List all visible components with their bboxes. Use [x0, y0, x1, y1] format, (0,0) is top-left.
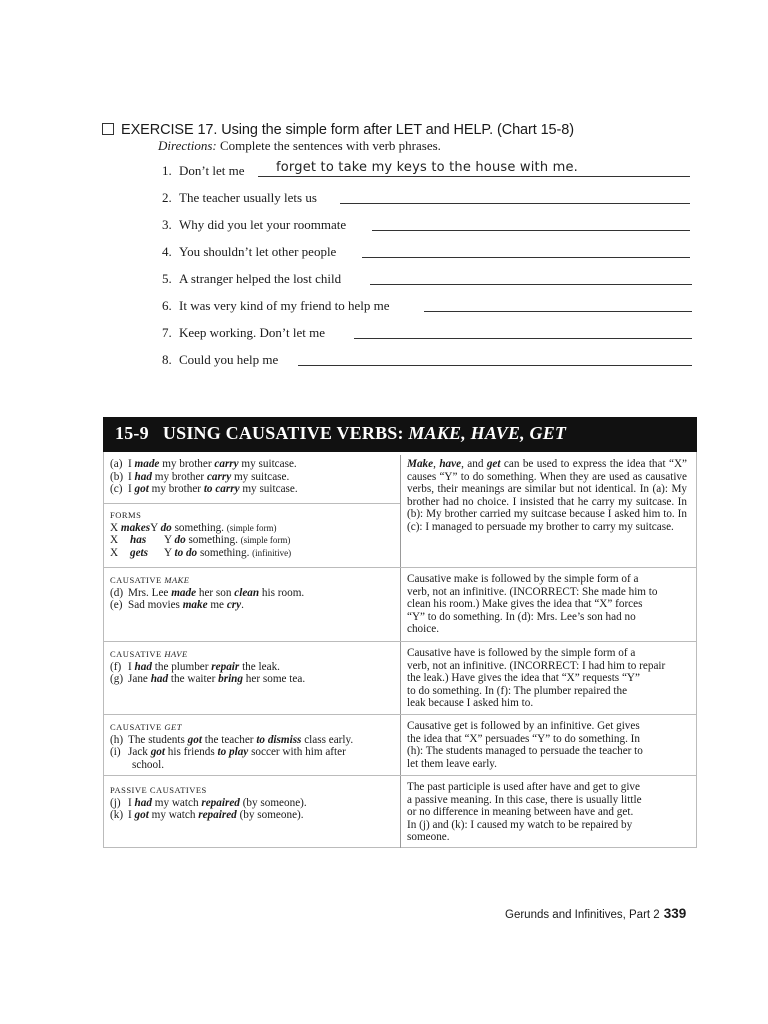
page-footer [505, 906, 686, 921]
page-number: 339 [663, 906, 687, 921]
question-5: 5. A stranger helped the lost child [162, 271, 342, 286]
chart-title-italic: MAKE, HAVE, GET [408, 423, 567, 443]
answer-line-8[interactable] [298, 365, 692, 366]
form-have: X has Y do something. (simple form) [110, 534, 291, 547]
answer-line-3[interactable] [372, 230, 690, 231]
directions [158, 138, 441, 154]
answer-line-7[interactable] [354, 338, 692, 339]
question-4: 4. You shouldn’t let other people [162, 244, 337, 259]
question-2: 2. The teacher usually lets us [162, 190, 317, 205]
example-b: (b) I had my brother carry my suitcase. [110, 470, 290, 483]
section-passive-explanation: The past participle is used after have and get to give a passive meaning. In this case, there is usually little or no difference in meaning between have and get. In (j) and (k): I caused my watch to be repaired by someone. [407, 781, 642, 844]
question-6: 6. It was very kind of my friend to help me [162, 298, 390, 313]
section-get-explanation: Causative get is followed by an infinitive. Get gives the idea that “X” persuades “Y” to do something. In (h): The students managed to persuade the teacher to let them leave early. [407, 720, 643, 770]
row-divider-forms [103, 503, 400, 504]
section-passive-heading: PASSIVE CAUSATIVES [110, 785, 207, 795]
row-divider-have [103, 641, 697, 642]
chart-title-plain: USING CAUSATIVE VERBS: [162, 423, 404, 443]
section-get-heading: CAUSATIVE GET [110, 722, 182, 732]
example-e: (e) Sad movies make me cry. [110, 599, 244, 612]
handwritten-answer-1: forget to take my keys to the house with me. [276, 160, 579, 175]
answer-line-2[interactable] [340, 203, 690, 204]
answer-line-5[interactable] [370, 284, 692, 285]
question-1: 1. Don’t let me [162, 163, 245, 178]
example-k: (k) I got my watch repaired (by someone). [110, 809, 304, 822]
example-i: (i) Jack got his friends to play soccer with him after [110, 746, 346, 759]
exercise-title: EXERCISE 17. Using the simple form after LET and HELP. (Chart 15-8) [121, 122, 574, 138]
row-divider-passive [103, 775, 697, 776]
row-divider-get [103, 714, 697, 715]
answer-line-4[interactable] [362, 257, 690, 258]
checkbox-icon[interactable] [102, 123, 114, 135]
exercise-heading [102, 122, 574, 138]
directions-label: Directions: [158, 138, 217, 153]
forms-heading: FORMS [110, 510, 142, 520]
intro-examples [110, 458, 395, 496]
footer-section: Gerunds and Infinitives, Part 2 [505, 909, 660, 921]
answer-line-6[interactable] [424, 311, 692, 312]
section-make-heading: CAUSATIVE MAKE [110, 575, 190, 585]
question-7: 7. Keep working. Don’t let me [162, 325, 325, 340]
example-c: (c) I got my brother to carry my suitcase. [110, 483, 298, 496]
column-divider [400, 455, 401, 848]
answer-line-1[interactable] [258, 176, 690, 177]
example-f: (f) I had the plumber repair the leak. [110, 660, 280, 673]
section-passive-examples [110, 784, 395, 822]
form-get: X gets Y to do something. (infinitive) [110, 546, 292, 559]
example-g: (g) Jane had the waiter bring her some tea. [110, 673, 306, 686]
row-divider-make [103, 567, 697, 568]
form-make: X makesY do something. (simple form) [110, 521, 277, 534]
example-d: (d) Mrs. Lee made her son clean his room. [110, 586, 305, 599]
section-make-examples [110, 574, 395, 612]
forms-block [110, 509, 395, 559]
question-8: 8. Could you help me [162, 352, 279, 367]
example-i-continued: school. [132, 758, 165, 771]
example-h: (h) The students got the teacher to dismiss class early. [110, 733, 354, 746]
section-get-examples [110, 721, 395, 771]
section-have-explanation: Causative have is followed by the simple form of a verb, not an infinitive. (INCORRECT: I had him to repair the leak.) Have gives the idea that “X” requests “Y” to do something. In (f): The plumber repaired the leak because I asked him to. [407, 647, 666, 710]
question-3: 3. Why did you let your roommate [162, 217, 347, 232]
example-a: (a) I made my brother carry my suitcase. [110, 458, 297, 470]
example-j: (j) I had my watch repaired (by someone). [110, 796, 307, 809]
section-have-heading: CAUSATIVE HAVE [110, 649, 188, 659]
directions-text: Complete the sentences with verb phrases. [219, 138, 441, 153]
section-have-examples [110, 648, 395, 686]
chart-number: 15-9 [115, 423, 149, 443]
chart-title-bar [103, 417, 697, 452]
intro-explanation: Make, have, and get can be used to express the idea that “X” causes “Y” to do something. When they are used as causative verbs, their meanings are similar but not identical. In (a): My brother had no choice. I insisted that he carry my suitcase. In (b): My brother carried my suitcase because I asked him to. In (c): I managed to persuade my brother to carry my suitcase. [407, 458, 688, 533]
section-make-explanation: Causative make is followed by the simple form of a verb, not an infinitive. (INCORRECT: She made him to clean his room.) Make gives the idea that “X” forces “Y” to do something. In (d): Mrs. Lee’s son had no choice. [407, 573, 658, 636]
